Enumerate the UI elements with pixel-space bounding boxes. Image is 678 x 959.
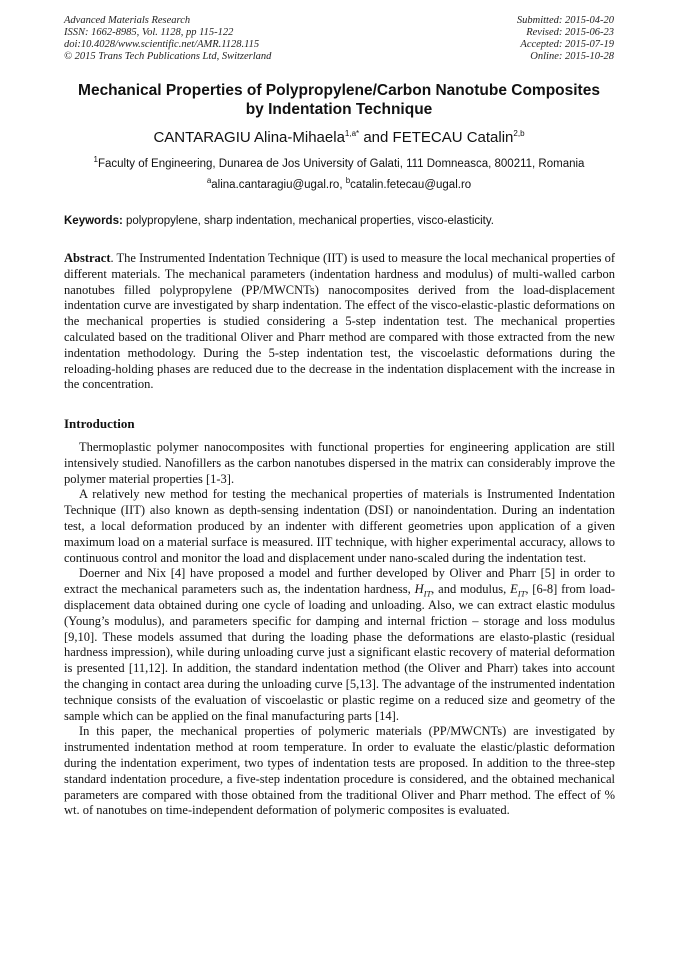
author-and: and [359, 129, 393, 146]
date-online: Online: 2015-10-28 [530, 51, 614, 62]
journal-info [64, 15, 271, 63]
abstract [64, 251, 615, 393]
author-1: CANTARAGIU Alina-Mihaela [153, 129, 345, 146]
journal-issn: ISSN: 1662-8985, Vol. 1128, pp 115-122 [64, 27, 234, 38]
affiliation-sup: 1 [93, 155, 98, 165]
date-submitted: Submitted: 2015-04-20 [516, 15, 614, 26]
keywords-label: Keywords: [64, 215, 123, 227]
date-accepted: Accepted: 2015-07-19 [520, 39, 614, 50]
email-b: catalin.fetecau@ugal.ro [350, 179, 472, 191]
intro-paragraph-1: Thermoplastic polymer nanocomposites with functional properties for engineering application are still intensively studied. Nanofillers as the carbon nanotubes dispersed in the matrix can considerably improve the polymer material properties [1-3]. [64, 440, 615, 486]
symbol-hardness: H [414, 582, 424, 597]
paper-title [40, 81, 638, 119]
intro-paragraph-2: A relatively new method for testing the mechanical properties of materials is Instrumented Indentation Technique (IIT) also known as depth-sensing indentation (DSI) or nanoindentation. During an indentation test, a local deformation produced by an indenter with different geometries upon application of a given maximum load on a material surface is measured. IIT technique, with higher experimental accuracy, allows to continuous control and monitor the load and displacement under nano-scaled during the indentation test. [64, 487, 615, 565]
date-revised: Revised: 2015-06-23 [526, 27, 614, 38]
keywords-text: polypropylene, sharp indentation, mechanical properties, visco-elasticity. [122, 215, 494, 227]
journal-name: Advanced Materials Research [64, 15, 191, 26]
email-a: alina.cantaragiu@ugal.ro, [211, 179, 346, 191]
symbol-modulus-sub: IT [517, 588, 526, 599]
author-1-sup: 1,a* [344, 129, 360, 138]
symbol-hardness-sub: IT [423, 588, 432, 599]
email-b-sup: b [345, 176, 351, 186]
section-heading-introduction: Introduction [64, 416, 135, 431]
title-line-2: by Indentation Technique [245, 101, 433, 118]
title-line-1: Mechanical Properties of Polypropylene/Carbon Nanotube Composites [78, 82, 600, 99]
intro-p3-part-c: , [6-8] from load-displacement data obtained during one cycle of loading and unloading. Also, we can extract elastic modulus (Young’s modulus), and parameters specific for damping and internal friction – storage and loss modulus [9,10]. These models assumed that during the loading phase the deformations are elasto-plastic (residual hardness impression), while during unloading curve just a significant elastic recovery of material deformation is presented [11,12]. In addition, the standard indentation method (the Oliver and Pharr) takes into account the changing in contact area during the unloading curve [5,13]. The advantage of the instrumented indentation technique consists of the evaluation of viscoelastic or plastic regime on a reduced size and geometry of the sample which can be applied on the final manufacturing parts [14]. [64, 582, 615, 723]
affiliation [30, 157, 648, 171]
author-2-sup: 2,b [513, 129, 525, 138]
intro-paragraph-3 [64, 566, 615, 724]
publication-dates [517, 15, 614, 63]
abstract-text: . The Instrumented Indentation Technique (IIT) is used to measure the local mechanical properties of different materials. The mechanical parameters (indentation hardness and modulus) of multi-walled carbon nanotubes filled polypropylene (PP/MWCNTs) nanocomposites derived from the load-displacement indentation curve are investigated by sharp indentation. The effect of the visco-elastic-plastic deformations on the mechanical properties is studied considering a 5-step indentation test. The mechanical properties calculated based on the traditional Oliver and Pharr method are compared with those extracted from the new indentation methodology. During the 5-step indentation test, the viscoelastic deformations during the reloading-holding phases are reduced due to the decrease in the indentation displacement with the increase in the concentration. [64, 251, 615, 392]
abstract-label: Abstract [64, 251, 111, 265]
symbol-modulus: E [510, 582, 518, 597]
introduction-body [64, 440, 615, 819]
author-list [40, 129, 638, 147]
email-a-sup: a [206, 176, 212, 186]
affiliation-text: Faculty of Engineering, Dunarea de Jos University of Galati, 111 Domneasca, 800211, Romania [97, 158, 585, 170]
author-emails [30, 178, 648, 192]
intro-p3-part-b: , and modulus, [431, 582, 511, 597]
intro-p3-part-a: Doerner and Nix [4] have proposed a model and further developed by Oliver and Pharr [5] in order to extract the mechanical parameters such as, the indentation hardness, [64, 566, 615, 597]
journal-copyright: © 2015 Trans Tech Publications Ltd, Switzerland [64, 51, 272, 62]
intro-paragraph-4: In this paper, the mechanical properties of polymeric materials (PP/MWCNTs) are investigated by instrumented indentation method at room temperature. In order to evaluate the elastic/plastic deformation during the indentation experiment, two types of indentation tests are proposed. In addition to the three-step standard indentation procedure, a five-step indentation procedure is considered, and the obtained mechanical parameters are compared with those obtained from the traditional Oliver and Pharr method. The effect of % wt. of nanotubes on time-independent deformation of polymeric composites is evaluated. [64, 724, 615, 818]
journal-doi: doi:10.4028/www.scientific.net/AMR.1128.115 [64, 39, 260, 50]
author-2: FETECAU Catalin [392, 129, 514, 146]
keywords [64, 214, 616, 228]
